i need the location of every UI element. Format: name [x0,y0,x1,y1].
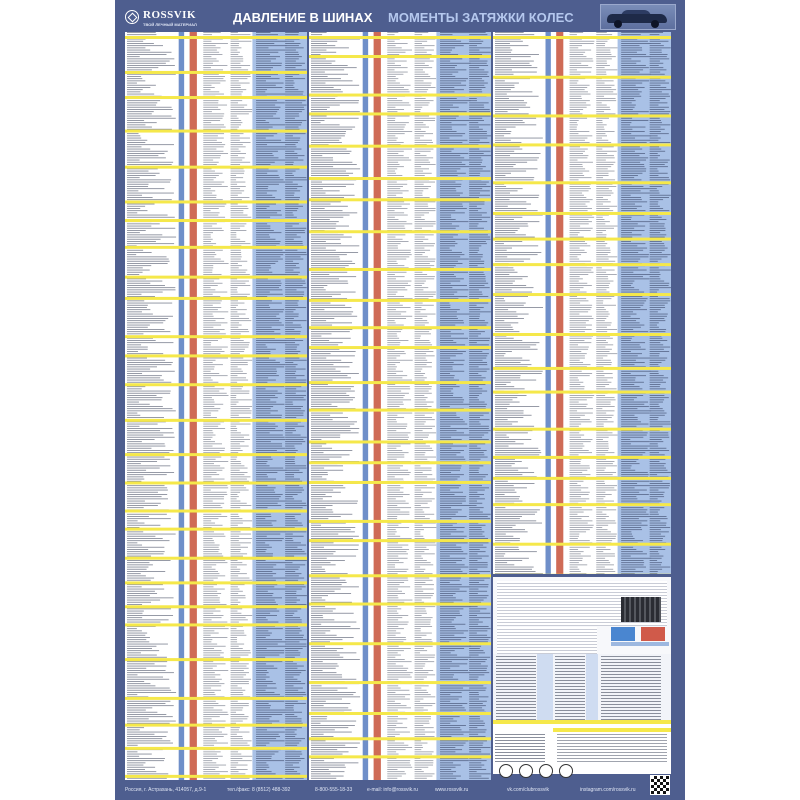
brand-header-row [493,263,671,266]
brand-header-row [493,456,671,459]
brand-header-row [309,642,491,645]
brand-header-row [309,112,491,115]
brand-header-row [125,71,307,74]
footer [115,784,685,800]
wheel-bolt-icon [519,764,533,778]
brand-header-row [309,230,491,233]
torque-table-graphic [493,720,671,764]
table-column-2 [309,32,491,780]
pressure-diagram [611,625,669,647]
brand-header-row [125,219,307,222]
poster [115,0,685,800]
brand-header-row [493,36,671,39]
brand-header-row [309,36,491,39]
brand-header-row [309,299,491,302]
brand-header-row [309,326,491,329]
table-column-2-graphic [309,32,491,780]
blue-band [546,32,551,574]
blue-band [537,654,553,722]
brand-header-row [493,333,671,336]
brand-header-row [125,528,307,531]
brand-header-row [309,381,491,384]
brand-header-row [125,166,307,169]
table-column-1 [125,32,307,780]
brand-header-row [125,658,307,661]
footer-hotline: 8-800-555-18-33 [315,787,353,793]
brand-header-row [125,775,307,778]
brand-header-row [309,346,491,349]
brand-header-row [125,200,307,203]
brand-header-row [125,36,307,39]
brand-header-row [309,539,491,542]
brand-header-row [309,440,491,443]
wheel-bolt-icons [493,764,583,780]
brand-header-row [125,96,307,99]
footer-address: Россия, г. Астрахань, 414057, д.9-1 [125,787,207,793]
title-tire-pressure: ДАВЛЕНИЕ В ШИНАХ [233,10,373,25]
header [115,0,685,32]
summary-tables-graphic [493,654,671,722]
brand-header-row [309,603,491,606]
brand-header-row [493,212,671,215]
brand-header-row [125,747,307,750]
brand-header-row [493,477,671,480]
tire-tread-icon [621,597,661,622]
footer-email[interactable]: e-mail: info@rossvik.ru [367,787,418,793]
brand-header-row [493,503,671,506]
torque-header-row [493,720,671,724]
brand-name: ROSSVIK [143,9,197,21]
brand-header-row [309,574,491,577]
brand-header-row [309,520,491,523]
brand-header-row [309,712,491,715]
footer-instagram[interactable]: instagram.com/rossvik.ru [580,787,636,793]
brand-header-row [493,181,671,184]
brand-header-row [125,557,307,560]
red-band [190,32,197,780]
brand-header-row [125,354,307,357]
brand-header-row [493,367,671,370]
brand-header-row [309,737,491,740]
brand-header-row [493,76,671,79]
table-column-1-graphic [125,32,307,780]
brand-header-row [309,177,491,180]
blue-band [179,32,184,780]
brand-header-row [309,755,491,758]
footer-phone: тел./факс: 8 (8512) 488-392 [227,787,291,793]
brand-header-row [125,510,307,513]
brand-header-row [125,335,307,338]
brand-header-row [493,114,671,117]
wheel-bolt-icon [539,764,553,778]
table-column-3-graphic [493,32,671,574]
wheel-bolt-icon [559,764,573,778]
brand-tagline: ТВОЙ ЛЕЧНЫЙ МАТЕРИАЛ [143,22,197,27]
footer-website[interactable]: www.rossvik.ru [435,787,469,793]
brand-header-row [309,481,491,484]
brand-header-row [125,130,307,133]
brand-header-row [493,143,671,146]
brand-header-row [125,481,307,484]
brand-header-row [493,428,671,431]
brand-header-row [309,198,491,201]
table-column-3 [493,32,671,574]
brand-header-row [125,276,307,279]
brand-header-row [309,55,491,58]
brand-header-row [493,391,671,394]
brand-header-row [125,581,307,584]
brand-header-row [493,238,671,241]
brand-header-row [493,293,671,296]
brand-header-row [309,409,491,412]
brand-header-row [125,697,307,700]
brand-header-row [125,383,307,386]
brand-header-row [493,543,671,546]
brand-header-row [309,145,491,148]
summary-tables [493,654,671,722]
brand-header-row [125,297,307,300]
brand-header-row [125,623,307,626]
torque-header-row [553,728,671,732]
brand-header-row [125,605,307,608]
car-photo-icon [600,4,676,30]
brand-header-row [309,681,491,684]
title-wheel-torque: МОМЕНТЫ ЗАТЯЖКИ КОЛЕС [388,10,574,25]
rossvik-logo-icon [125,10,139,24]
brand-header-row [125,453,307,456]
brand-header-row [125,246,307,249]
red-band [374,32,381,780]
brand-header-row [309,461,491,464]
brand-header-row [125,724,307,727]
brand-header-row [309,94,491,97]
brand-header-row [125,419,307,422]
brand-header-row [309,268,491,271]
footer-vk[interactable]: vk.com/clubrossvik [507,787,549,793]
red-band [556,32,563,574]
blue-band [586,654,598,722]
wheel-bolt-icon [499,764,513,778]
brand-logo [125,8,245,30]
blue-band [363,32,368,780]
